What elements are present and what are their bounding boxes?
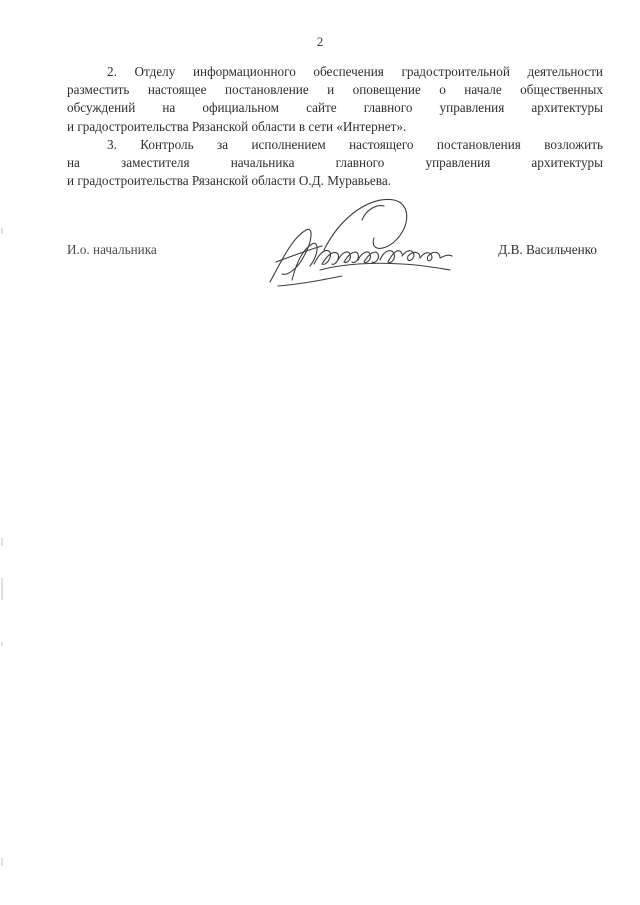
- signature-row: [67, 242, 603, 262]
- paragraph-2: [67, 63, 603, 136]
- paragraph-line: 2. Отделу информационного обеспечения градостроительной деятельности: [107, 64, 603, 79]
- signatory-role: И.о. начальника: [67, 242, 157, 257]
- paragraph-line: обсуждений на официальном сайте главного управления архитектуры: [67, 100, 603, 116]
- paragraph-3: [67, 136, 603, 191]
- paragraph-line: разместить настоящее постановление и оповещение о начале общественных: [67, 82, 603, 98]
- page-number: 2: [316, 34, 324, 49]
- paragraph-line: 3. Контроль за исполнением настоящего постановления возложить: [107, 137, 603, 152]
- scan-margin-marks: [1, 0, 5, 905]
- signatory-name: Д.В. Васильченко: [498, 242, 597, 257]
- paragraph-line: и градостроительства Рязанской области О.Д. Муравьева.: [67, 173, 391, 189]
- paragraph-line: на заместителя начальника главного управления архитектуры: [67, 155, 603, 171]
- paragraph-line: и градостроительства Рязанской области в сети «Интернет».: [67, 118, 407, 134]
